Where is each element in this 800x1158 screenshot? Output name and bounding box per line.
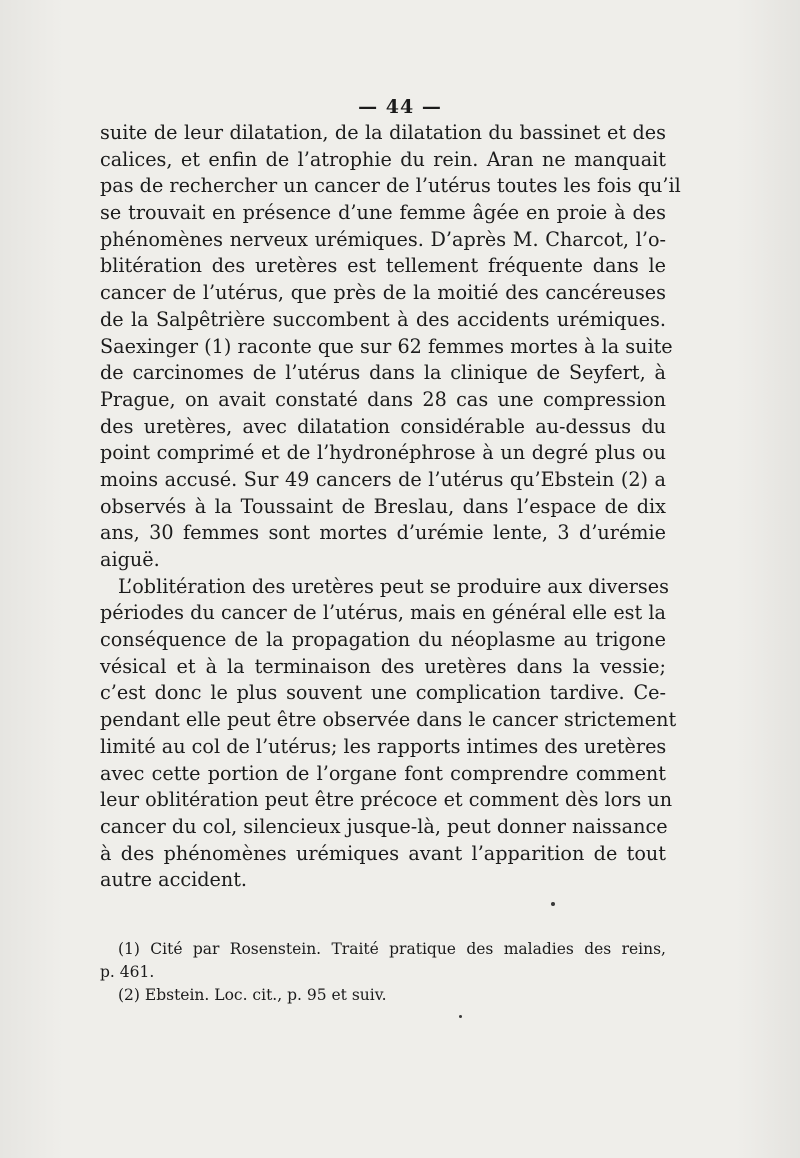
- text-line: Prague, on avait constaté dans 28 cas une compression: [100, 387, 666, 411]
- text-line: conséquence de la propagation du néoplasme au trigone: [100, 628, 666, 652]
- text-line: à des phénomènes urémiques avant l’apparition de tout: [100, 841, 666, 865]
- footnote-line: (1) Cité par Rosenstein. Traité pratique des maladies des reins,: [118, 940, 666, 958]
- text-line: blitération des uretères est tellement fréquente dans le: [100, 254, 666, 278]
- text-line: des uretères, avec dilatation considérable au-dessus du: [100, 414, 666, 438]
- page-number: — 44 —: [358, 96, 442, 118]
- text-line: de carcinomes de l’utérus dans la clinique de Seyfert, à: [100, 361, 666, 385]
- text-line: moins accusé. Sur 49 cancers de l’utérus qu’Ebstein (2) a: [100, 467, 666, 491]
- text-line: Saexinger (1) raconte que sur 62 femmes mortes à la suite: [100, 334, 673, 358]
- text-line: périodes du cancer de l’utérus, mais en général elle est la: [100, 601, 666, 625]
- text-line: pas de rechercher un cancer de l’utérus toutes les fois qu’il: [100, 174, 681, 198]
- text-line: cancer du col, silencieux jusque-là, peut donner naissance: [100, 814, 668, 838]
- text-line: leur oblitération peut être précoce et comment dès lors un: [100, 788, 673, 812]
- text-line: observés à la Toussaint de Breslau, dans l’espace de dix: [100, 494, 666, 518]
- text-line: suite de leur dilatation, de la dilatation du bassinet et des: [100, 121, 666, 144]
- text-line: de la Salpêtrière succombent à des accidents urémiques.: [100, 307, 666, 331]
- footnote-line: (2) Ebstein. Loc. cit., p. 95 et suiv.: [118, 986, 387, 1004]
- text-line: avec cette portion de l’organe font comprendre comment: [100, 761, 666, 785]
- ink-speck: [551, 902, 555, 906]
- text-line: pendant elle peut être observée dans le cancer strictement: [100, 708, 677, 732]
- footnote-line: p. 461.: [100, 963, 155, 981]
- text-line: se trouvait en présence d’une femme âgée en proie à des: [100, 201, 666, 225]
- text-line: vésical et à la terminaison des uretères dans la vessie;: [100, 654, 666, 678]
- text-line: cancer de l’utérus, que près de la moitié des cancéreuses: [100, 281, 666, 305]
- text-line: L’oblitération des uretères peut se produire aux diverses: [118, 574, 669, 598]
- text-line: ans, 30 femmes sont mortes d’urémie lente, 3 d’urémie: [100, 521, 666, 545]
- text-line: point comprimé et de l’hydronéphrose à un degré plus ou: [100, 441, 666, 465]
- text-line: limité au col de l’utérus; les rapports intimes des uretères: [100, 734, 667, 758]
- ink-speck: [459, 1015, 462, 1018]
- text-line: calices, et enfin de l’atrophie du rein. Aran ne manquait: [100, 147, 666, 171]
- text-line: aiguë.: [100, 548, 160, 571]
- text-line: autre accident.: [100, 868, 248, 892]
- footnotes: [100, 938, 666, 1007]
- text-line: c’est donc le plus souvent une complication tardive. Ce-: [100, 681, 666, 705]
- text-line: phénomènes nerveux urémiques. D’après M. Charcot, l’o-: [100, 227, 666, 251]
- body-text: [100, 120, 681, 894]
